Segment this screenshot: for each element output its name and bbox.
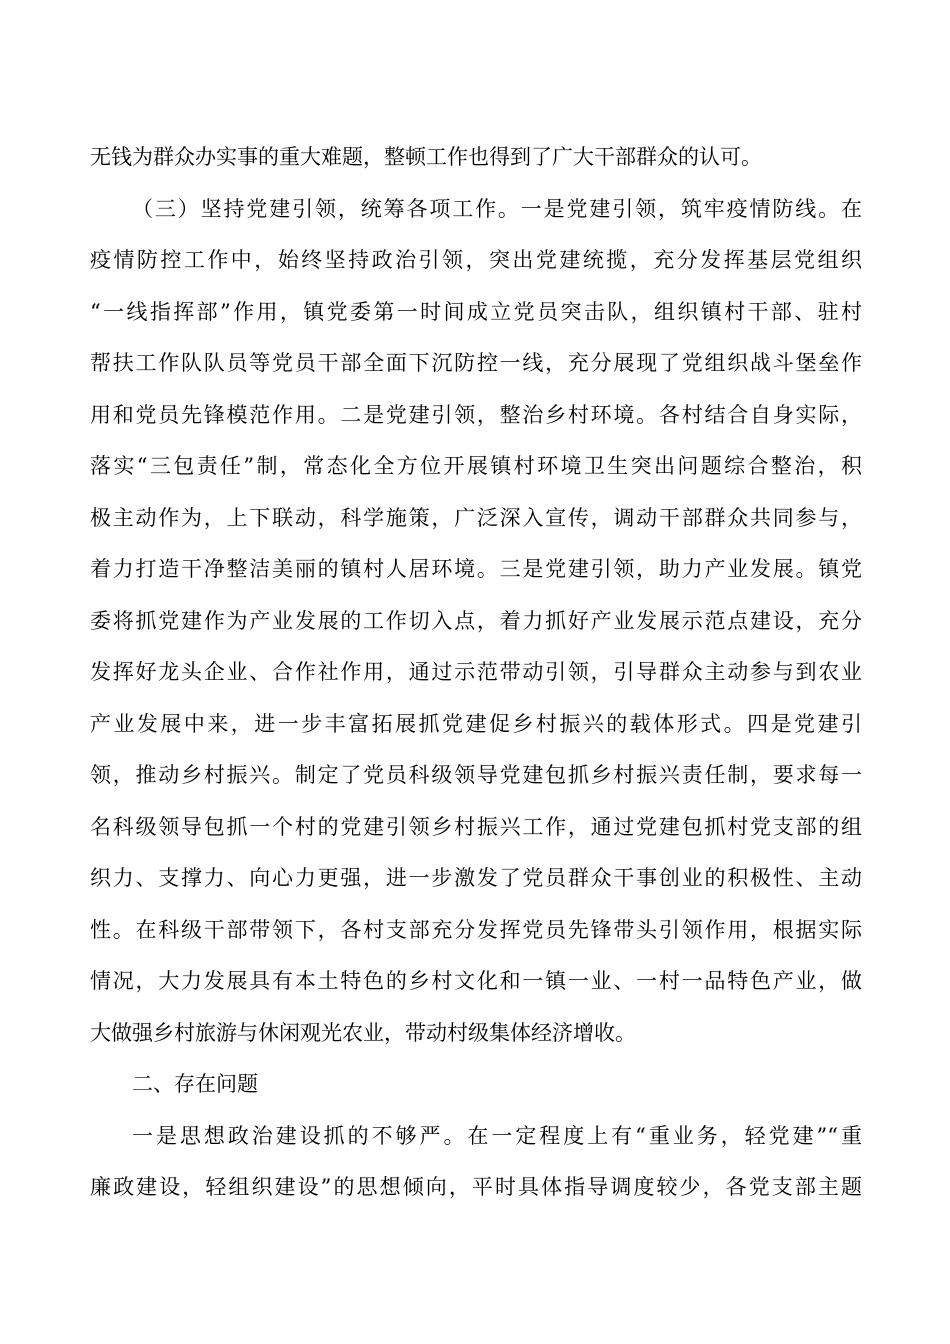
text-line: 委将抓党建作为产业发展的工作切入点，着力抓好产业发展示范点建设，充分 [90, 609, 862, 633]
text-line: “一线指挥部”作用，镇党委第一时间成立党员突击队，组织镇村干部、驻村 [90, 300, 862, 324]
text-line: 用和党员先锋模范作用。二是党建引领，整治乡村环境。各村结合自身实际， [90, 403, 862, 427]
text-line: 领，推动乡村振兴。制定了党员科级领导党建包抓乡村振兴责任制，要求每一 [90, 763, 862, 787]
text-line: 廉政建设，轻组织建设”的思想倾向，平时具体指导调度较少，各党支部主题 [90, 1175, 862, 1199]
text-line: 发挥好龙头企业、合作社作用，通过示范带动引领，引导群众主动参与到农业 [90, 660, 862, 684]
text-line: 极主动作为，上下联动，科学施策，广泛深入宣传，调动干部群众共同参与， [90, 506, 862, 530]
text-line: 一是思想政治建设抓的不够严。在一定程度上有“重业务，轻党建”“重 [132, 1124, 862, 1148]
text-line: 大做强乡村旅游与休闲观光农业，带动村级集体经济增收。 [90, 1021, 636, 1045]
text-line: 无钱为群众办实事的重大难题，整顿工作也得到了广大干部群众的认可。 [90, 145, 762, 169]
text-line: 名科级领导包抓一个村的党建引领乡村振兴工作，通过党建包抓村党支部的组 [90, 815, 862, 839]
text-line: 织力、支撑力、向心力更强，进一步激发了党员群众干事创业的积极性、主动 [90, 866, 862, 890]
text-line: （三）坚持党建引领，统筹各项工作。一是党建引领，筑牢疫情防线。在 [132, 197, 862, 221]
section-heading: 二、存在问题 [132, 1072, 258, 1096]
text-line: 着力打造干净整洁美丽的镇村人居环境。三是党建引领，助力产业发展。镇党 [90, 557, 862, 581]
text-line: 落实“三包责任”制，常态化全方位开展镇村环境卫生突出问题综合整治，积 [90, 454, 862, 478]
text-line: 疫情防控工作中，始终坚持政治引领，突出党建统揽，充分发挥基层党组织 [90, 248, 862, 272]
text-line: 产业发展中来，进一步丰富拓展抓党建促乡村振兴的载体形式。四是党建引 [90, 712, 862, 736]
text-line: 情况，大力发展具有本土特色的乡村文化和一镇一业、一村一品特色产业，做 [90, 969, 862, 993]
text-line: 帮扶工作队队员等党员干部全面下沉防控一线，充分展现了党组织战斗堡垒作 [90, 351, 862, 375]
text-line: 性。在科级干部带领下，各村支部充分发挥党员先锋带头引领作用，根据实际 [90, 918, 862, 942]
